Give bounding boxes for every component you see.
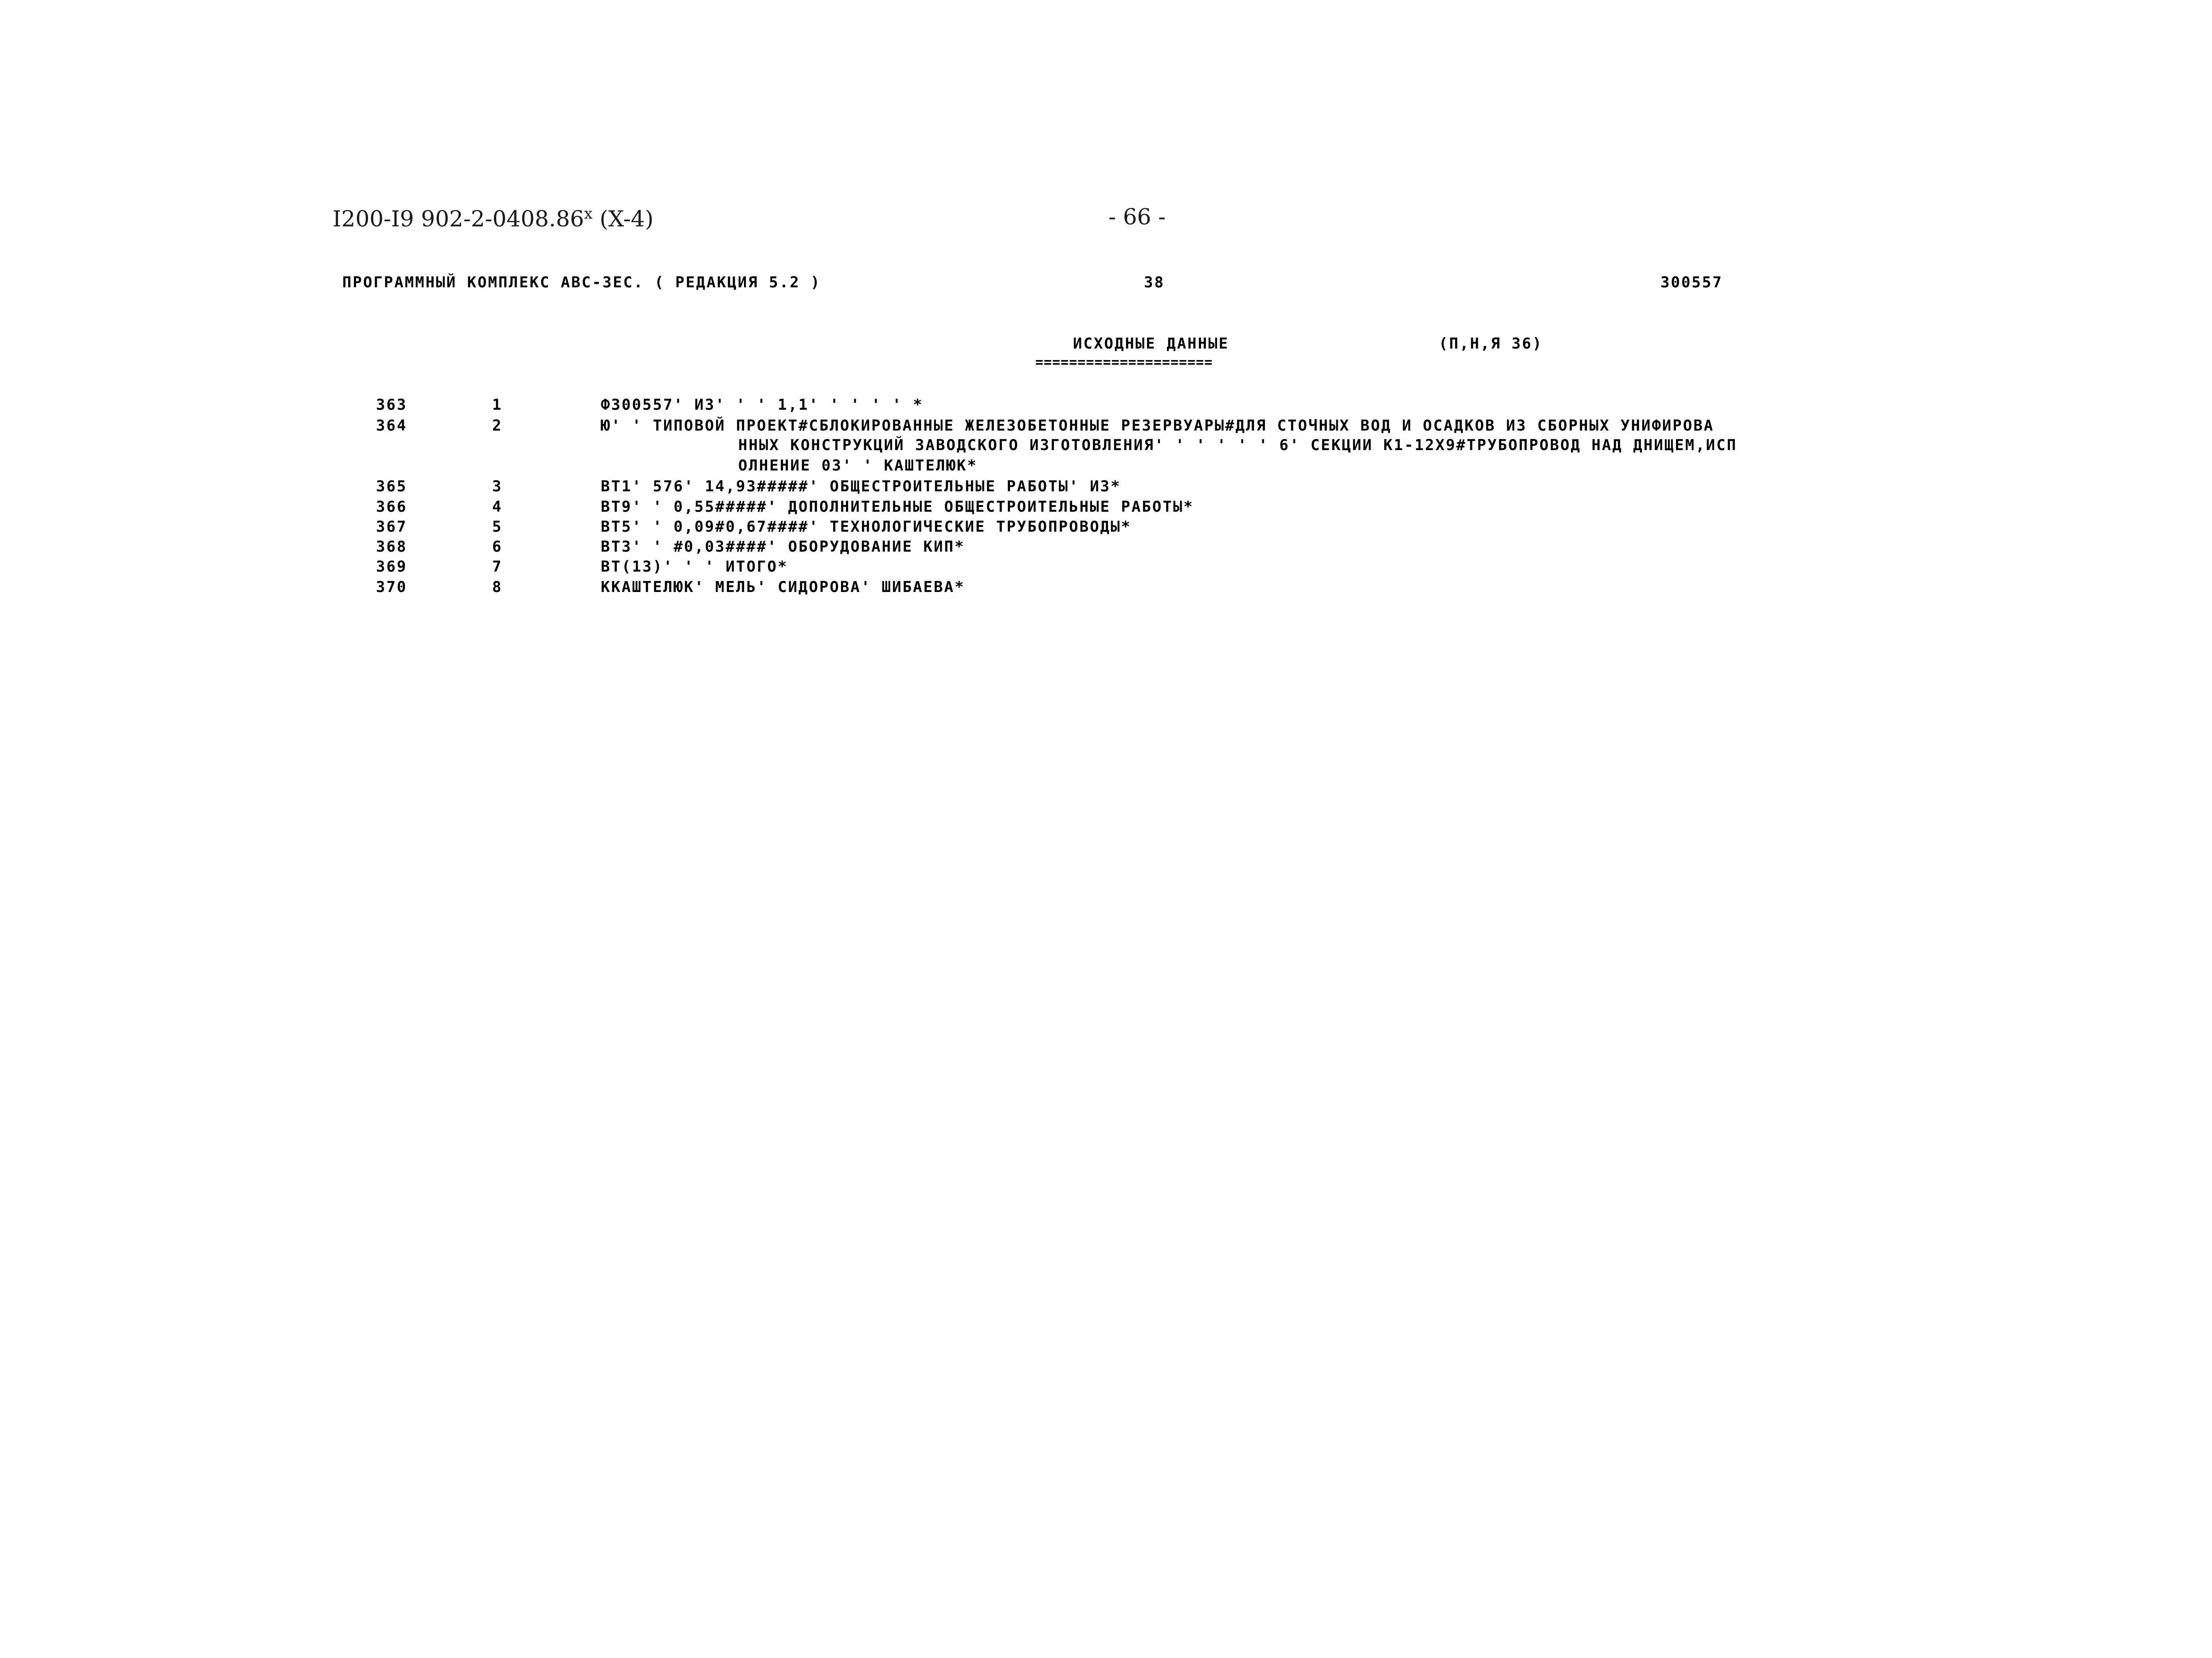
row-number: 368 <box>376 538 407 556</box>
section-params: (П,Н,Я 36) <box>1439 335 1543 353</box>
line-number: 7 <box>492 558 503 576</box>
line-number: 3 <box>492 478 503 495</box>
row-number: 370 <box>376 578 407 596</box>
row-number: 363 <box>376 396 407 414</box>
section-title-underline: ===================== <box>1035 355 1213 370</box>
line-number: 5 <box>492 518 503 536</box>
line-number: 4 <box>492 498 503 516</box>
line-number: 2 <box>492 417 503 435</box>
row-number: 365 <box>376 478 407 495</box>
row-text: Ф300557' ИЗ' ' ' 1,1' ' ' ' ' * <box>601 396 924 414</box>
program-name: ПРОГРАММНЫЙ КОМПЛЕКС АВС-ЗЕС. ( РЕДАКЦИЯ 5.2 ) <box>342 274 821 291</box>
line-number: 6 <box>492 538 503 556</box>
line-number: 1 <box>492 396 503 414</box>
stamp-superscript: x <box>584 205 593 223</box>
row-text: ВТ1' 576' 14,93#####' ОБЩЕСТРОИТЕЛЬНЫЕ РАБОТЫ' ИЗ* <box>601 478 1121 495</box>
stamp-code: I200-I9 902-2-0408.86 <box>333 206 584 232</box>
row-text: Ю' ' ТИПОВОЙ ПРОЕКТ#СБЛОКИРОВАННЫЕ ЖЕЛЕЗОБЕТОННЫЕ РЕЗЕРВУАРЫ#ДЛЯ СТОЧНЫХ ВОД И ОСАДКОВ ИЗ СБОРНЫХ УНИФИРОВА <box>601 417 1715 435</box>
sheet-number: 38 <box>1144 274 1165 291</box>
object-code: 300557 <box>1660 274 1723 291</box>
stamp-tail: (X-4) <box>592 206 654 232</box>
row-text: ВТ5' ' 0,09#0,67####' ТЕХНОЛОГИЧЕСКИЕ ТРУБОПРОВОДЫ* <box>601 518 1131 536</box>
row-number: 369 <box>376 558 407 576</box>
row-text: ВТ3' ' #0,03####' ОБОРУДОВАНИЕ КИП* <box>601 538 965 556</box>
row-text: ВТ9' ' 0,55#####' ДОПОЛНИТЕЛЬНЫЕ ОБЩЕСТРОИТЕЛЬНЫЕ РАБОТЫ* <box>601 498 1194 516</box>
document-stamp <box>333 205 654 232</box>
section-title: ИСХОДНЫЕ ДАННЫЕ <box>1073 335 1229 353</box>
row-number: 367 <box>376 518 407 536</box>
row-text: ВТ(13)' ' ' ИТОГО* <box>601 558 788 576</box>
row-text: ККАШТЕЛЮК' МЕЛЬ' СИДОРОВА' ШИБАЕВА* <box>601 578 965 596</box>
line-number: 8 <box>492 578 503 596</box>
row-text-continuation: ННЫХ КОНСТРУКЦИЙ ЗАВОДСКОГО ИЗГОТОВЛЕНИЯ' ' ' ' ' ' 6' СЕКЦИИ К1-12Х9#ТРУБОПРОВОД НАД ДНИЩЕМ,ИСП <box>738 436 1738 454</box>
row-number: 364 <box>376 417 407 435</box>
page-number: - 66 - <box>1108 204 1166 230</box>
row-number: 366 <box>376 498 407 516</box>
row-text-continuation: ОЛНЕНИЕ 03' ' КАШТЕЛЮК* <box>738 457 978 474</box>
